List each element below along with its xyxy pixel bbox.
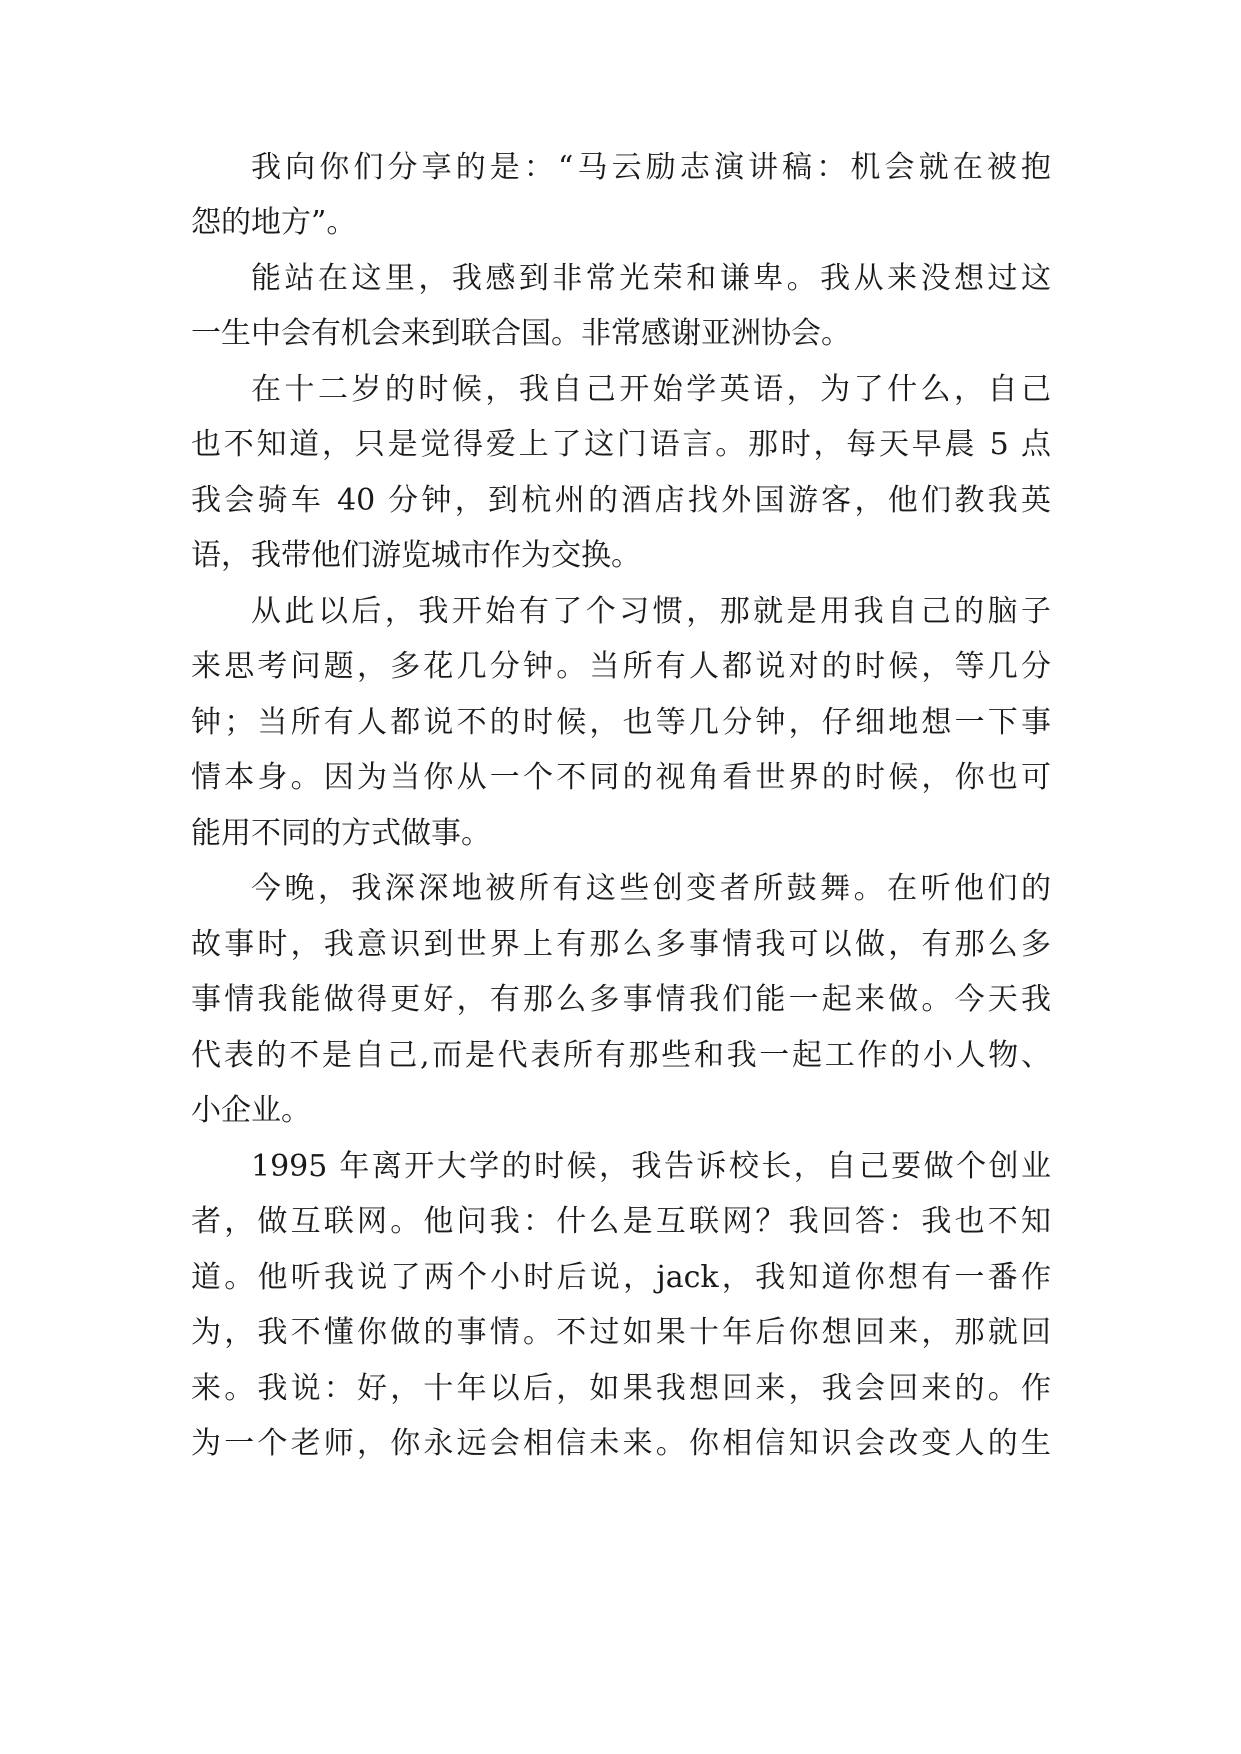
paragraph-1-line-2: 怨的地方”。 bbox=[191, 205, 357, 240]
paragraph-5-line-5: 小企业。 bbox=[191, 1093, 311, 1128]
paragraph-4-line-4: 情本身。因为当你从一个不同的视角看世界的时候，你也可 bbox=[191, 760, 1051, 795]
paragraph-2-line-1: 能站在这里，我感到非常光荣和谦卑。我从来没想过这 bbox=[251, 261, 1051, 296]
paragraph-4-line-5: 能用不同的方式做事。 bbox=[191, 816, 491, 851]
paragraph-6-line-1: 1995 年离开大学的时候，我告诉校长，自己要做个创业 bbox=[251, 1149, 1051, 1184]
paragraph-2-line-2: 一生中会有机会来到联合国。非常感谢亚洲协会。 bbox=[191, 316, 851, 351]
paragraph-3-line-4: 语，我带他们游览城市作为交换。 bbox=[191, 538, 641, 573]
paragraph-4-line-2: 来思考问题，多花几分钟。当所有人都说对的时候，等几分 bbox=[191, 649, 1051, 684]
paragraph-5-line-2: 故事时，我意识到世界上有那么多事情我可以做，有那么多 bbox=[191, 927, 1051, 962]
paragraph-3-line-1: 在十二岁的时候，我自己开始学英语，为了什么，自己 bbox=[251, 372, 1051, 407]
paragraph-5-line-3: 事情我能做得更好，有那么多事情我们能一起来做。今天我 bbox=[191, 982, 1051, 1017]
paragraph-6-line-4: 为，我不懂你做的事情。不过如果十年后你想回来，那就回 bbox=[191, 1315, 1051, 1350]
paragraph-6-line-6: 为一个老师，你永远会相信未来。你相信知识会改变人的生 bbox=[191, 1426, 1051, 1461]
paragraph-4-line-1: 从此以后，我开始有了个习惯，那就是用我自己的脑子 bbox=[251, 594, 1051, 629]
paragraph-6-line-3: 道。他听我说了两个小时后说，jack，我知道你想有一番作 bbox=[191, 1260, 1051, 1295]
paragraph-6-line-2: 者，做互联网。他问我：什么是互联网？我回答：我也不知 bbox=[191, 1204, 1051, 1239]
paragraph-3-line-2: 也不知道，只是觉得爱上了这门语言。那时，每天早晨 5 点 bbox=[191, 427, 1051, 462]
paragraph-3-line-3: 我会骑车 40 分钟，到杭州的酒店找外国游客，他们教我英 bbox=[191, 483, 1051, 518]
paragraph-4-line-3: 钟；当所有人都说不的时候，也等几分钟，仔细地想一下事 bbox=[191, 705, 1051, 740]
paragraph-5-line-4: 代表的不是自己,而是代表所有那些和我一起工作的小人物、 bbox=[191, 1038, 1051, 1073]
paragraph-5-line-1: 今晚，我深深地被所有这些创变者所鼓舞。在听他们的 bbox=[251, 871, 1051, 906]
paragraph-1-line-1: 我向你们分享的是：“马云励志演讲稿：机会就在被抱 bbox=[251, 150, 1051, 185]
paragraph-6-line-5: 来。我说：好，十年以后，如果我想回来，我会回来的。作 bbox=[191, 1371, 1051, 1406]
